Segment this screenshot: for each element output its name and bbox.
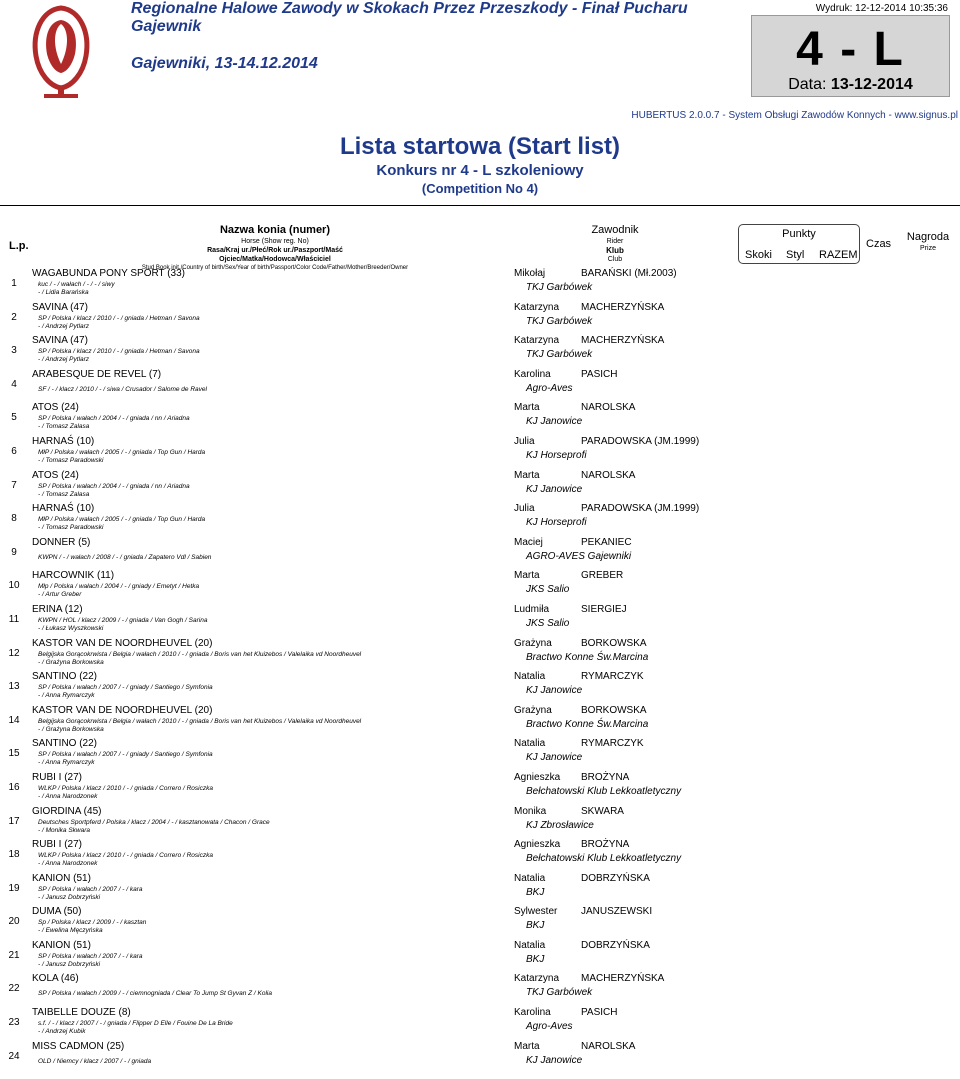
class-label: 4 - L — [796, 23, 905, 76]
rider-last-name: BORKOWSKA — [581, 637, 647, 649]
horse-name: KANION (51) — [32, 872, 91, 884]
rider-club: Bractwo Konne Św.Marcina — [526, 651, 649, 663]
col-styl: Styl — [786, 249, 805, 261]
table-row — [0, 871, 960, 905]
rider-club: KJ Janowice — [526, 416, 583, 428]
horse-details: Belgijska Gorącokrwista / Belgia / wałach / 2010 / - / gniada / Boris van het Kluizebos / Valelaika vd Noordheuvel — [38, 650, 362, 658]
rider-last-name: PARADOWSKA (JM.1999) — [581, 503, 700, 515]
rider-first-name: Sylwester — [514, 906, 558, 918]
horse-name: KASTOR VAN DE NOORDHEUVEL (20) — [32, 637, 213, 649]
horse-owner: - / Grażyna Borkowska — [38, 725, 104, 733]
table-row — [0, 971, 960, 1005]
software-credit: HUBERTUS 2.0.0.7 - System Obsługi Zawodów Konnych - www.signus.pl — [631, 110, 958, 121]
row-number: 4 — [11, 378, 17, 390]
horse-name: ERINA (12) — [32, 603, 83, 615]
horse-owner: - / Tomasz Zalasa — [38, 423, 90, 431]
horse-name: DONNER (5) — [32, 536, 91, 548]
row-number: 11 — [8, 613, 20, 625]
rider-last-name: NAROLSKA — [581, 1040, 636, 1052]
table-row — [0, 1039, 960, 1073]
horse-name: SAVINA (47) — [32, 301, 88, 313]
horse-details: Belgijska Gorącokrwista / Belgia / wałach / 2010 / - / gniada / Boris van het Kluizebos / Valelaika vd Noordheuvel — [38, 717, 362, 725]
horse-details: SP / Polska / wałach / 2007 / - / kara — [38, 885, 143, 893]
table-row — [0, 400, 960, 434]
row-number: 17 — [8, 815, 20, 827]
rider-last-name: BROŻYNA — [581, 839, 630, 851]
row-number: 18 — [8, 849, 20, 861]
col-club-en: Club — [607, 256, 623, 263]
table-row — [0, 938, 960, 972]
print-timestamp: Wydruk: 12-12-2014 10:35:36 — [815, 3, 948, 14]
table-row — [0, 837, 960, 871]
horse-details: SP / Polska / klacz / 2010 / - / gniada / Hetman / Savona — [38, 314, 200, 322]
rider-first-name: Katarzyna — [514, 301, 560, 313]
horse-details: SP / Polska / klacz / 2010 / - / gniada / Hetman / Savona — [38, 348, 200, 356]
header-divider — [0, 205, 960, 206]
horse-details: KWPN / - / wałach / 2008 / - / gniada / Zapatero Vdl / Sabien — [38, 553, 212, 561]
horse-details: s.f. / - / klacz / 2007 / - / gniada / Flipper D Elle / Fouine De La Bride — [38, 1020, 233, 1028]
rider-first-name: Karolina — [514, 1007, 551, 1019]
col-rider-title: Zawodnik — [591, 224, 639, 236]
rider-last-name: MACHERZYŃSKA — [581, 301, 665, 313]
col-razem: RAZEM — [819, 249, 858, 261]
rider-last-name: MACHERZYŃSKA — [581, 335, 665, 347]
horse-details: Deutsches Sportpferd / Polska / klacz / 2004 / - / kasztanowata / Chacon / Grace — [38, 818, 270, 826]
horse-name: RUBI I (27) — [32, 839, 83, 851]
rider-club: KJ Janowice — [526, 752, 583, 764]
horse-details: WLKP / Polska / klacz / 2010 / - / gniada / Correro / Rosiczka — [38, 852, 213, 860]
row-number: 14 — [8, 714, 20, 726]
col-rider-en: Rider — [606, 238, 624, 245]
rider-club: Bełchatowski Klub Lekkoatletyczny — [526, 785, 682, 797]
rider-first-name: Mikołaj — [514, 268, 546, 279]
rider-club: BKJ — [526, 953, 545, 965]
rider-last-name: BARAŃSKI (Mł.2003) — [581, 268, 677, 279]
rider-club: TKJ Garbówek — [526, 282, 593, 293]
horse-details: OLD / Niemcy / klacz / 2007 / - / gniada — [38, 1057, 152, 1065]
horse-name: GIORDINA (45) — [32, 805, 102, 817]
rider-first-name: Natalia — [514, 671, 546, 683]
horse-name: HARCOWNIK (11) — [32, 570, 115, 582]
horse-owner: - / Grażyna Borkowska — [38, 658, 104, 666]
table-row — [0, 1005, 960, 1039]
rider-first-name: Marta — [514, 402, 540, 414]
rider-club: KJ Janowice — [526, 483, 583, 495]
rider-club: JKS Salio — [526, 584, 570, 596]
rider-first-name: Monika — [514, 805, 547, 817]
table-row — [0, 602, 960, 636]
rider-first-name: Natalia — [514, 939, 546, 951]
table-row — [0, 568, 960, 602]
horse-name: MISS CADMON (25) — [32, 1040, 125, 1052]
rider-last-name: BROŻYNA — [581, 771, 630, 783]
horse-owner: - / Anna Rymarczyk — [38, 759, 95, 767]
rider-club: AGRO-AVES Gajewniki — [526, 550, 632, 562]
col-horse-title: Nazwa konia (numer) — [219, 224, 331, 236]
row-number: 23 — [8, 1017, 20, 1029]
horse-details: SP / Polska / wałach / 2007 / - / gniady / Santiego / Symfonia — [38, 684, 213, 692]
event-place: Gajewniki, 13-14.12.2014 — [131, 55, 318, 72]
horse-name: ATOS (24) — [32, 402, 79, 414]
col-prize-title: Nagroda — [906, 231, 950, 243]
table-row — [0, 333, 960, 367]
rider-first-name: Marta — [514, 1040, 540, 1052]
row-number: 7 — [11, 479, 17, 491]
rider-club: KJ Horseprofi — [526, 517, 587, 529]
row-number: 10 — [8, 580, 20, 592]
row-number: 5 — [11, 412, 17, 424]
rider-club: Agro-Aves — [526, 1021, 573, 1033]
rider-first-name: Karolina — [514, 368, 551, 380]
rider-last-name: NAROLSKA — [581, 402, 636, 414]
table-row — [0, 266, 960, 300]
horse-name: KASTOR VAN DE NOORDHEUVEL (20) — [32, 704, 213, 716]
competition-name: Konkurs nr 4 - L szkoleniowy — [376, 162, 584, 179]
table-row — [0, 636, 960, 670]
rider-last-name: SIERGIEJ — [581, 603, 627, 615]
rider-club: JKS Salio — [526, 617, 570, 629]
rider-last-name: SKWARA — [581, 805, 624, 817]
row-number: 6 — [11, 445, 17, 457]
rider-club: KJ Janowice — [526, 1054, 583, 1066]
horse-details: KWPN / HOL / klacz / 2009 / - / gniada / Van Gogh / Sarina — [38, 616, 208, 624]
rider-club: BKJ — [526, 886, 545, 898]
rider-first-name: Maciej — [514, 536, 543, 548]
rider-last-name: PASICH — [581, 1007, 618, 1019]
horse-details: WLKP / Polska / klacz / 2010 / - / gniada / Correro / Rosiczka — [38, 784, 213, 792]
horse-owner: - / Monika Skwara — [38, 826, 91, 834]
rider-club: KJ Janowice — [526, 685, 583, 697]
horse-owner: - / Janusz Dobrzyński — [38, 960, 101, 968]
rider-last-name: DOBRZYŃSKA — [581, 872, 650, 884]
horse-name: HARNAŚ (10) — [32, 435, 95, 447]
row-number: 20 — [8, 916, 20, 928]
col-horse-line3: Ojciec/Matka/Hodowca/Właściciel — [219, 256, 331, 263]
horse-owner: - / Łukasz Wyszkowski — [38, 624, 104, 632]
rider-club: BKJ — [526, 920, 545, 932]
col-czas: Czas — [866, 238, 892, 250]
rider-first-name: Marta — [514, 469, 540, 481]
date-line — [752, 76, 949, 94]
col-rider — [560, 224, 670, 264]
horse-name: KANION (51) — [32, 939, 91, 951]
table-row — [0, 300, 960, 334]
rider-last-name: DOBRZYŃSKA — [581, 939, 650, 951]
horse-owner: - / Anna Narodzonek — [38, 860, 98, 868]
rider-first-name: Julia — [514, 435, 535, 447]
horse-details: SP / Polska / wałach / 2004 / - / gniada / nn / Ariadna — [38, 482, 190, 490]
horse-details: Młp / Polska / wałach / 2004 / - / gniady / Emetyt / Hetka — [38, 583, 200, 591]
rider-first-name: Katarzyna — [514, 973, 560, 985]
rider-club: Bełchatowski Klub Lekkoatletyczny — [526, 853, 682, 865]
rider-last-name: PASICH — [581, 368, 618, 380]
horse-name: DUMA (50) — [32, 906, 82, 918]
rider-club: TKJ Garbówek — [526, 987, 593, 999]
rider-last-name: BORKOWSKA — [581, 704, 647, 716]
date-value: 13-12-2014 — [830, 76, 913, 93]
col-prize — [896, 232, 960, 254]
rider-last-name: JANUSZEWSKI — [581, 906, 653, 918]
competition-number: (Competition No 4) — [421, 181, 539, 196]
horse-name: ATOS (24) — [32, 469, 79, 481]
col-horse-line4: Stud Book init./Country of birth/Sex/Year of birth/Passport/Color Code/Father/Mother/Breeder/Owner — [141, 265, 409, 271]
col-points-title: Punkty — [782, 228, 816, 240]
horse-owner: - / Ewelina Męczyńska — [38, 927, 103, 935]
col-club-title: Klub — [606, 246, 624, 255]
rider-last-name: PARADOWSKA (JM.1999) — [581, 435, 700, 447]
list-title: Lista startowa (Start list) — [339, 133, 621, 160]
table-header — [0, 224, 960, 271]
horse-owner: - / Andrzej Kubik — [38, 1028, 86, 1036]
rider-last-name: GREBER — [581, 570, 624, 582]
rider-first-name: Katarzyna — [514, 335, 560, 347]
horse-owner: - / Tomasz Paradowski — [38, 456, 104, 464]
horse-owner: - / Andrzej Pytlarz — [38, 356, 90, 364]
horse-name: SANTINO (22) — [32, 671, 98, 683]
row-number: 15 — [8, 748, 20, 760]
row-number: 3 — [11, 345, 17, 357]
date-label: Data: — [788, 76, 827, 93]
row-number: 8 — [11, 513, 17, 525]
col-horse-en: Horse (Show reg. No) — [241, 238, 309, 245]
rider-first-name: Grażyna — [514, 704, 552, 716]
row-number: 22 — [8, 983, 20, 995]
rider-last-name: PEKANIEC — [581, 536, 632, 548]
rider-club: TKJ Garbówek — [526, 315, 593, 327]
rider-first-name: Agnieszka — [514, 771, 561, 783]
rider-last-name: MACHERZYŃSKA — [581, 973, 665, 985]
horse-owner: - / Artur Greber — [38, 591, 82, 599]
horse-name: KOLA (46) — [32, 973, 79, 985]
horse-name: WAGABUNDA PONY SPORT (33) — [32, 268, 186, 279]
rider-last-name: RYMARCZYK — [581, 738, 644, 750]
row-number: 19 — [8, 882, 20, 894]
rider-club: Agro-Aves — [526, 382, 573, 394]
horse-owner: - / Tomasz Paradowski — [38, 524, 104, 532]
col-lp: L.p. — [9, 240, 29, 252]
horse-owner: - / Andrzej Pytlarz — [38, 322, 90, 330]
rider-last-name: NAROLSKA — [581, 469, 636, 481]
row-number: 12 — [8, 647, 20, 659]
row-number: 21 — [8, 949, 20, 961]
horse-name: ARABESQUE DE REVEL (7) — [32, 368, 162, 380]
horse-details: MłP / Polska / wałach / 2005 / - / gniada / Top Gun / Harda — [38, 448, 206, 456]
horse-details: MłP / Polska / wałach / 2005 / - / gniada / Top Gun / Harda — [38, 516, 206, 524]
table-row — [0, 367, 960, 401]
rider-club: KJ Horseprofi — [526, 449, 587, 461]
table-row — [0, 904, 960, 938]
table-row — [0, 770, 960, 804]
table-row — [0, 434, 960, 468]
col-points — [738, 224, 860, 264]
rider-first-name: Grażyna — [514, 637, 552, 649]
horse-details: SP / Polska / wałach / 2009 / - / ciemnogniada / Clear To Jump St Gyvan Z / Kolia — [38, 990, 272, 998]
rider-club: TKJ Garbówek — [526, 349, 593, 361]
table-row — [0, 736, 960, 770]
rider-last-name: RYMARCZYK — [581, 671, 644, 683]
rider-first-name: Natalia — [514, 872, 546, 884]
horse-owner: - / Lidia Barańska — [38, 289, 89, 296]
horse-details: SF / - / klacz / 2010 / - / siwa / Crusador / Salome de Ravel — [38, 385, 207, 393]
event-title: Regionalne Halowe Zawody w Skokach Przez Przeszkody - Finał Pucharu Gajewnik — [131, 0, 688, 35]
table-row — [0, 703, 960, 737]
horse-name: HARNAŚ (10) — [32, 503, 95, 515]
horse-owner: - / Janusz Dobrzyński — [38, 893, 101, 901]
row-number: 2 — [11, 311, 17, 323]
horse-details: SP / Polska / wałach / 2007 / - / gniady / Santiego / Symfonia — [38, 751, 213, 759]
table-row — [0, 535, 960, 569]
rider-first-name: Agnieszka — [514, 839, 561, 851]
horse-owner: - / Anna Narodzonek — [38, 792, 98, 800]
table-row — [0, 501, 960, 535]
row-number: 1 — [11, 278, 17, 289]
table-row — [0, 804, 960, 838]
row-number: 24 — [8, 1050, 20, 1062]
horse-details: SP / Polska / wałach / 2007 / - / kara — [38, 952, 143, 960]
rider-club: Bractwo Konne Św.Marcina — [526, 718, 649, 730]
horse-owner: - / Tomasz Zalasa — [38, 490, 90, 498]
col-horse-line2: Rasa/Kraj ur./Płeć/Rok ur./Paszport/Maść — [207, 247, 343, 254]
rider-first-name: Natalia — [514, 738, 546, 750]
horse-name: SANTINO (22) — [32, 738, 98, 750]
class-box — [751, 15, 950, 97]
col-skoki: Skoki — [745, 249, 772, 261]
row-number: 9 — [11, 546, 17, 558]
horse-name: SAVINA (47) — [32, 335, 88, 347]
horse-details: SP / Polska / wałach / 2004 / - / gniada / nn / Ariadna — [38, 415, 190, 423]
row-number: 13 — [8, 681, 20, 693]
table-row — [0, 468, 960, 502]
horse-name: RUBI I (27) — [32, 771, 83, 783]
horse-details: Sp / Polska / klacz / 2009 / - / kasztan — [38, 919, 147, 927]
table-row — [0, 669, 960, 703]
start-list — [0, 266, 960, 1072]
rider-first-name: Marta — [514, 570, 540, 582]
horse-owner: - / Anna Rymarczyk — [38, 692, 95, 700]
row-number: 16 — [8, 781, 20, 793]
rider-first-name: Julia — [514, 503, 535, 515]
horse-details: kuc / - / wałach / - / - / siwy — [38, 281, 115, 288]
col-prize-en: Prize — [920, 245, 936, 252]
horse-name: TAIBELLE DOUZE (8) — [32, 1007, 131, 1019]
rider-club: KJ Zbrosławice — [526, 819, 594, 831]
rider-first-name: Ludmiła — [514, 603, 550, 615]
horseshoe-logo — [30, 4, 92, 102]
